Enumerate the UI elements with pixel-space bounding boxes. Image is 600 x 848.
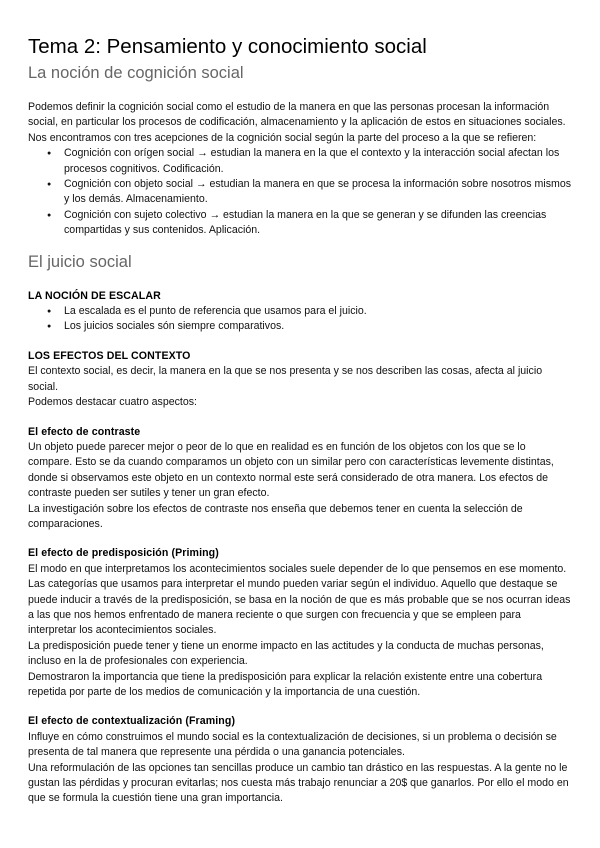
section-heading-juicio: El juicio social	[28, 252, 132, 271]
subheading-priming: El efecto de predisposición (Priming)	[28, 547, 219, 560]
list-item: ● Los juicios sociales són siempre comparativos.	[64, 319, 572, 334]
paragraph: Podemos destacar cuatro aspectos:	[28, 396, 198, 409]
paragraph: La investigación sobre los efectos de contraste nos enseña que debemos tener en cuenta la selección de comparaciones.	[28, 502, 523, 530]
subheading-framing: El efecto de contextualización (Framing)	[28, 715, 236, 728]
paragraph: Demostraron la importancia que tiene la predisposición para explicar la relación existente entre una cobertura repetida por parte de los medios de comunicación y la importancia de una cuestión.	[28, 670, 543, 698]
list-item: ● Cognición con sujeto colectivo → estudian la manera en la que se generan y se difunden las creencias compartidas y sus contenidos. Aplicación.	[64, 208, 572, 239]
paragraph: Un objeto puede parecer mejor o peor de lo que en realidad es en función de los objetos con los que se lo compare. Esto se da cuando comparamos un objeto con un similar pero con características levemente distintas, donde si observamos este objeto en un contexto normal este será considerado de otra manera. Los efectos de contraste pueden ser sutiles y tener un gran efecto.	[28, 440, 554, 500]
section-heading-cognicion: La noción de cognición social	[28, 64, 244, 82]
paragraph: Nos encontramos con tres acepciones de la cognición social según la parte del proceso a la que se refieren:	[28, 131, 537, 144]
paragraph: Podemos definir la cognición social como el estudio de la manera en que las personas procesan la información social, en particular los procesos de codificación, almacenamiento y la aplicación de estos en situaciones sociales.	[28, 101, 566, 129]
page-title: Tema 2: Pensamiento y conocimiento social	[28, 35, 427, 58]
paragraph: Una reformulación de las opciones tan sencillas produce un cambio tan drástico en las respuestas. A la gente no le gustan las pérdidas y procuran evitarlas; nos cuesta más trabajo renunciar a 20$ que ganarlos. Por ello el modo en que se formula la cuestión tiene una gran importancia.	[28, 761, 569, 805]
paragraph: La predisposición puede tener y tiene un enorme impacto en las actitudes y la conducta de muchas personas, incluso en la de profesionales con experiencia.	[28, 639, 544, 668]
bullet-list-escalar	[28, 304, 572, 335]
list-item: ● Cognición con orígen social → estudian la manera en la que el contexto y la interacción social afectan los procesos cognitivos. Codificación.	[64, 146, 572, 177]
paragraph: El contexto social, es decir, la manera en la que se nos presenta y se nos describen las cosas, afecta al juicio social.	[28, 365, 543, 393]
paragraph: Influye en cómo construimos el mundo social es la contextualización de decisiones, si un problema o decisión se presenta de tal manera que represente una pérdida o una ganancia potenciales.	[28, 730, 557, 759]
paragraph: El modo en que interpretamos los acontecimientos sociales suele depender de lo que pensemos en ese momento. Las categorías que usamos para interpretar el mundo pueden variar según el individuo. Aquello que destaque se puede inducir a través de la predisposición, se basa en la noción de que es más probable que se nos ocurran ideas a las que nos hemos enfrentado de manera reciente o que surgen con frecuencia y que se empleen para interpretar los acontecimientos sociales.	[28, 562, 571, 637]
bullet-list-cognicion	[28, 146, 572, 238]
list-item: ● Cognición con objeto social → estudian la manera en que se procesa la información sobre nosotros mismos y los demás. Almacenamiento.	[64, 177, 572, 208]
list-item: ● La escalada es el punto de referencia que usamos para el juicio.	[64, 304, 572, 319]
subheading-contexto: LOS EFECTOS DEL CONTEXTO	[28, 349, 191, 362]
subheading-escalar: LA NOCIÓN DE ESCALAR	[28, 289, 161, 302]
subheading-contraste: El efecto de contraste	[28, 425, 141, 438]
